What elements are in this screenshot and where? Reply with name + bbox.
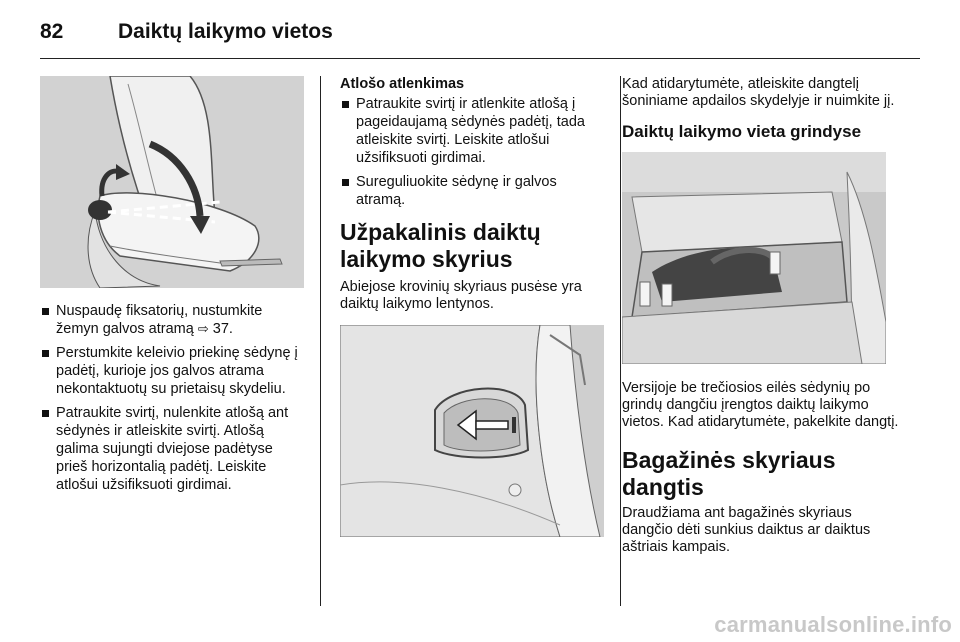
- section-heading-cargo-cover: Bagažinės skyriaus dangtis: [622, 447, 836, 500]
- column-divider-left: [320, 76, 321, 606]
- page-title: Daiktų laikymo vietos: [118, 20, 333, 43]
- subheading-backrest-raise: Atlošo atlenkimas: [340, 76, 465, 92]
- section-heading-floor-storage: Daiktų laikymo vieta grindyse: [622, 122, 862, 141]
- bullet-text: Nuspaudę fiksatorių, nustumkite žemyn galvos atramą: [56, 303, 263, 337]
- page-reference: 37.: [212, 321, 233, 337]
- list-item: Patraukite svirtį, nulenkite atlošą ant sėdynės ir atleiskite svirtį. Atlošą galima sujungti dviejose padėtyse prieš horizontalią padėtį. Leiskite atlošui užsifiksuoti girdimai.: [40, 404, 304, 494]
- col2-bullet-list: [340, 95, 604, 209]
- list-item: [40, 302, 304, 338]
- list-item: Perstumkite keleivio priekinę sėdynę į padėtį, kurioje jos galvos atrama nekontaktuotų su prietaisų skydeliu.: [40, 344, 304, 398]
- header-rule: [40, 58, 920, 59]
- paragraph-rear-storage: Abiejose krovinių skyriaus pusėse yra daiktų laikymo lentynos.: [340, 279, 582, 312]
- seat-drawing: [40, 76, 304, 288]
- paragraph-cargo-cover: Draudžiama ant bagažinės skyriaus dangčio dėti sunkius daiktus ar daiktus aštriais kampais.: [622, 505, 871, 555]
- paragraph-floor-storage: Versijoje be trečiosios eilės sėdynių po grindų dangčiu įrengtos daiktų laikymo vietos. Kad atidarytumėte, pakelkite dangtį.: [622, 380, 899, 430]
- trim-panel-drawing: [340, 325, 604, 537]
- paragraph-open-cover: Kad atidarytumėte, atleiskite dangtelį šoniniame apdailos skydelyje ir nuimkite jį.: [622, 76, 895, 109]
- side-trim-compartment-illustration: [340, 325, 604, 537]
- column-3: [622, 76, 904, 556]
- page-header: [40, 12, 920, 56]
- list-item: Sureguliuokite sėdynę ir galvos atramą.: [340, 173, 604, 209]
- column-1: [40, 76, 304, 500]
- section-heading-rear-storage: Užpakalinis daiktų laikymo skyrius: [340, 219, 541, 272]
- column-divider-right: [620, 76, 621, 606]
- floor-compartment-drawing: [622, 152, 886, 364]
- seat-headrest-illustration: [40, 76, 304, 288]
- col1-bullet-list: [40, 302, 304, 494]
- page-number: 82: [40, 20, 64, 43]
- column-2: [340, 76, 604, 537]
- floor-storage-illustration: [622, 152, 886, 364]
- list-item: Patraukite svirtį ir atlenkite atlošą į pageidaujamą sėdynės padėtį, tada atleiskite svirtį. Leiskite atlošui užsifiksuoti girdimai.: [340, 95, 604, 167]
- watermark: carmanualsonline.info: [714, 612, 952, 637]
- page-reference-arrow-icon: ⇨: [197, 321, 209, 336]
